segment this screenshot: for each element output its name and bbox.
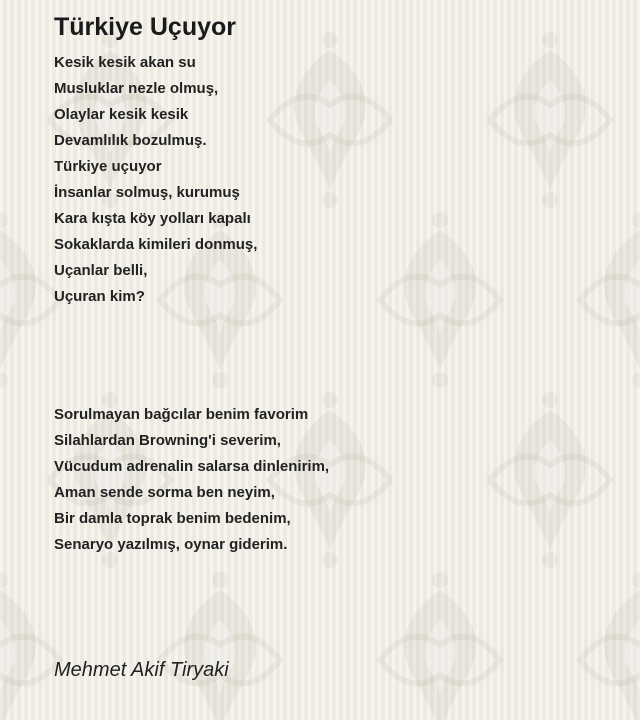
poem-line: Aman sende sorma ben neyim, <box>54 484 275 501</box>
poem-line: Vücudum adrenalin salarsa dinlenirim, <box>54 458 330 475</box>
stanza-2 <box>54 402 614 558</box>
poem-line: Türkiye uçuyor <box>54 158 162 175</box>
poem-line: Uçuran kim? <box>54 288 145 305</box>
poem-line: İnsanlar solmuş, kurumuş <box>54 184 240 201</box>
poem-line: Sorulmayan bağcılar benim favorim <box>54 406 309 423</box>
poem-line: Kara kışta köy yolları kapalı <box>54 210 251 227</box>
poem-line: Sokaklarda kimileri donmuş, <box>54 236 258 253</box>
poem-line: Senaryo yazılmış, oynar giderim. <box>54 536 288 553</box>
poem-line: Devamlılık bozulmuş. <box>54 132 207 149</box>
poem-author: Mehmet Akif Tiryaki <box>54 659 229 681</box>
poem-title: Türkiye Uçuyor <box>54 13 237 41</box>
poem-line: Kesik kesik akan su <box>54 54 196 71</box>
poem-container <box>54 10 614 558</box>
poem-line: Musluklar nezle olmuş, <box>54 80 219 97</box>
poem-line: Olaylar kesik kesik <box>54 106 189 123</box>
poem-line: Silahlardan Browning'i severim, <box>54 432 281 449</box>
stanza-1 <box>54 50 614 310</box>
poem-line: Bir damla toprak benim bedenim, <box>54 510 291 527</box>
poem-line: Uçanlar belli, <box>54 262 148 279</box>
